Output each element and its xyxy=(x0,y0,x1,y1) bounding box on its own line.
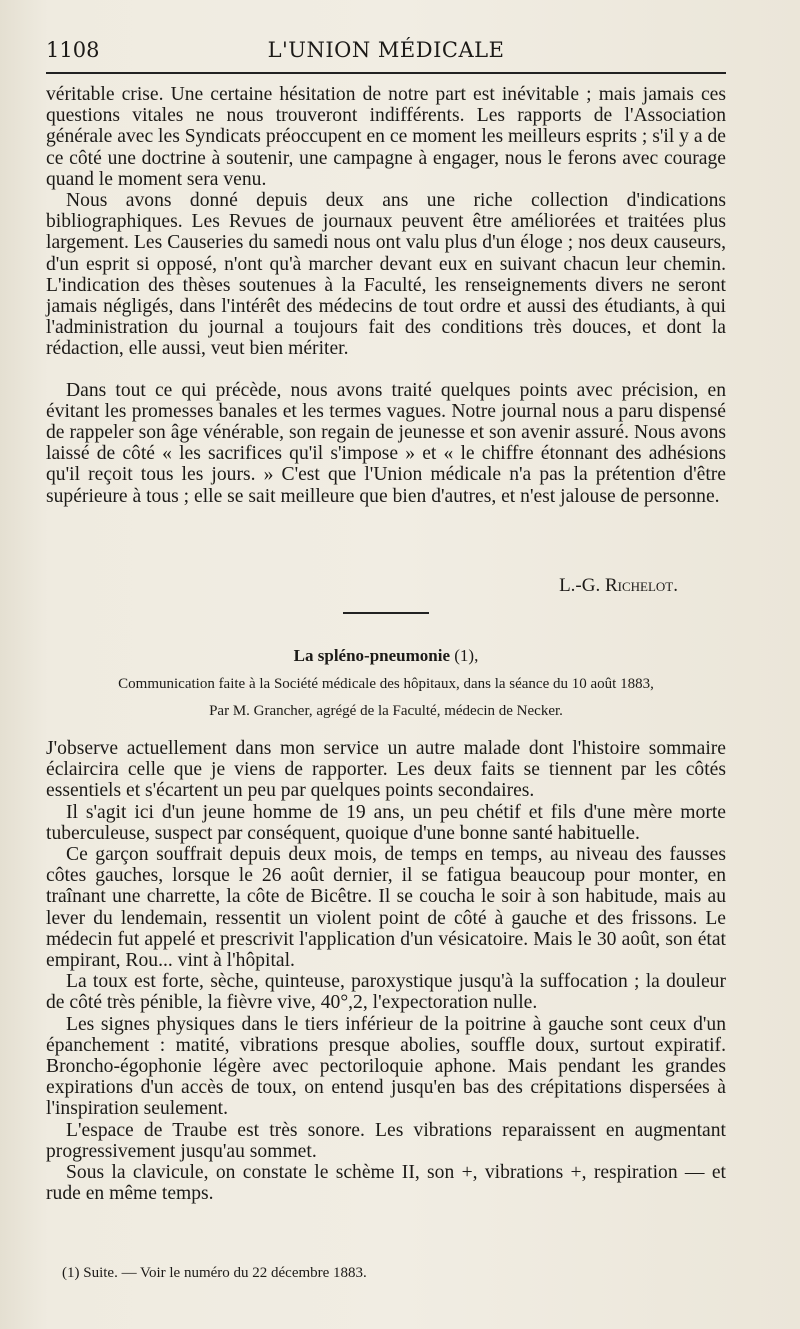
communication-line: Communication faite à la Société médicale des hôpitaux, dans la séance du 10 août 1883, xyxy=(118,676,654,692)
paragraph: Sous la clavicule, on constate le schème II, son +, vibrations +, respiration — et rude en même temps. xyxy=(46,1162,726,1205)
paragraph: Ce garçon souffrait depuis deux mois, de temps en temps, au niveau des fausses côtes gauches, lorsque le 26 août dernier, il se fatigua beaucoup pour monter, en traînant une charrette, la côte de Bicêtre. Il se coucha le soir à son habitude, mais au lever du lendemain, ressentit un violent point de côté à gauche et des frissons. Le médecin fut appelé et prescrivit l'application d'un vésicatoire. Mais le 30 août, son état empirant, Rou... vint à l'hôpital. xyxy=(46,844,726,972)
page-number: 1108 xyxy=(46,38,100,62)
paragraph: Dans tout ce qui précède, nous avons traité quelques points avec précision, en évitant les promesses banales et les termes vagues. Notre journal nous a paru dispensé de rappeler son âge vénérable, son regain de jeunesse et son avenir assuré. Nous avons laissé de côté « les sacrifices qu'il s'impose » et « le chiffre étonnant des adhésions qu'il reçoit tous les jours. » C'est que l'Union médicale n'a pas la prétention d'être supérieure à tous ; elle se sait meilleure que bien d'autres, et n'est jalouse de personne. xyxy=(46,379,726,507)
article-title-text: La spléno-pneumonie xyxy=(293,646,450,665)
section-separator xyxy=(343,612,429,614)
article-title xyxy=(46,646,726,666)
paragraph: L'espace de Traube est très sonore. Les vibrations reparaissent en augmentant progressivement jusqu'au sommet. xyxy=(46,1119,726,1162)
header-rule xyxy=(46,72,726,74)
paragraph: véritable crise. Une certaine hésitation de notre part est inévitable ; mais jamais ces questions vitales ne nous trouveront indifférents. Les rapports de l'Association générale avec les Syndicats préoccupent en ce moment les meilleurs esprits ; s'il y a de ce côté une doctrine à soutenir, une campagne à engager, nous le ferons avec courage quand le moment sera venu. xyxy=(46,84,726,190)
footnote-reference: (1), xyxy=(454,646,479,665)
footnote: (1) Suite. — Voir le numéro du 22 décembre 1883. xyxy=(62,1265,367,1281)
paragraph: Il s'agit ici d'un jeune homme de 19 ans, un peu chétif et fils d'une mère morte tuberculeuse, suspect par conséquent, quoique d'une bonne santé habituelle. xyxy=(46,801,726,844)
article-body xyxy=(46,738,726,1204)
preceding-article-text xyxy=(46,84,726,507)
paragraph: J'observe actuellement dans mon service un autre malade dont l'histoire sommaire éclaircira celle que je viens de rapporter. Les deux faits se tiennent par les côtés essentiels et s'écartent un peu par quelques points secondaires. xyxy=(46,738,726,802)
paragraph: La toux est forte, sèche, quinteuse, paroxystique jusqu'à la suffocation ; la douleur de côté très pénible, la fièvre vive, 40°,2, l'expectoration nulle. xyxy=(46,971,726,1014)
author-line: Par M. Grancher, agrégé de la Faculté, médecin de Necker. xyxy=(209,703,563,719)
paragraph: Les signes physiques dans le tiers inférieur de la poitrine à gauche sont ceux d'un épanchement : matité, vibrations presque abolies, souffle doux, surtout expiratif. Broncho-égophonie légère avec pectoriloquie aphone. Mais pendant les grandes expirations d'un accès de toux, on entend jusqu'en bas des crépitations dispersées à l'inspiration seulement. xyxy=(46,1013,726,1120)
signature: L.-G. Richelot. xyxy=(559,575,678,596)
page-header xyxy=(46,38,726,68)
paragraph: Nous avons donné depuis deux ans une riche collection d'indications bibliographiques. Les Revues de journaux peuvent être améliorées et traitées plus largement. Les Causeries du samedi nous ont valu plus d'un éloge ; nos deux causeurs, d'un esprit si opposé, n'ont qu'à marcher devant eux en suivant chacun leur chemin. L'indication des thèses soutenues à la Faculté, les renseignements divers ne seront jamais négligés, dans l'intérêt des médecins de tout ordre et aussi des étudiants, à qui l'administration du journal a toujours fait des conditions très douces, et dont la rédaction, elle aussi, veut bien mériter. xyxy=(46,190,726,360)
running-title: L'UNION MÉDICALE xyxy=(267,38,505,62)
